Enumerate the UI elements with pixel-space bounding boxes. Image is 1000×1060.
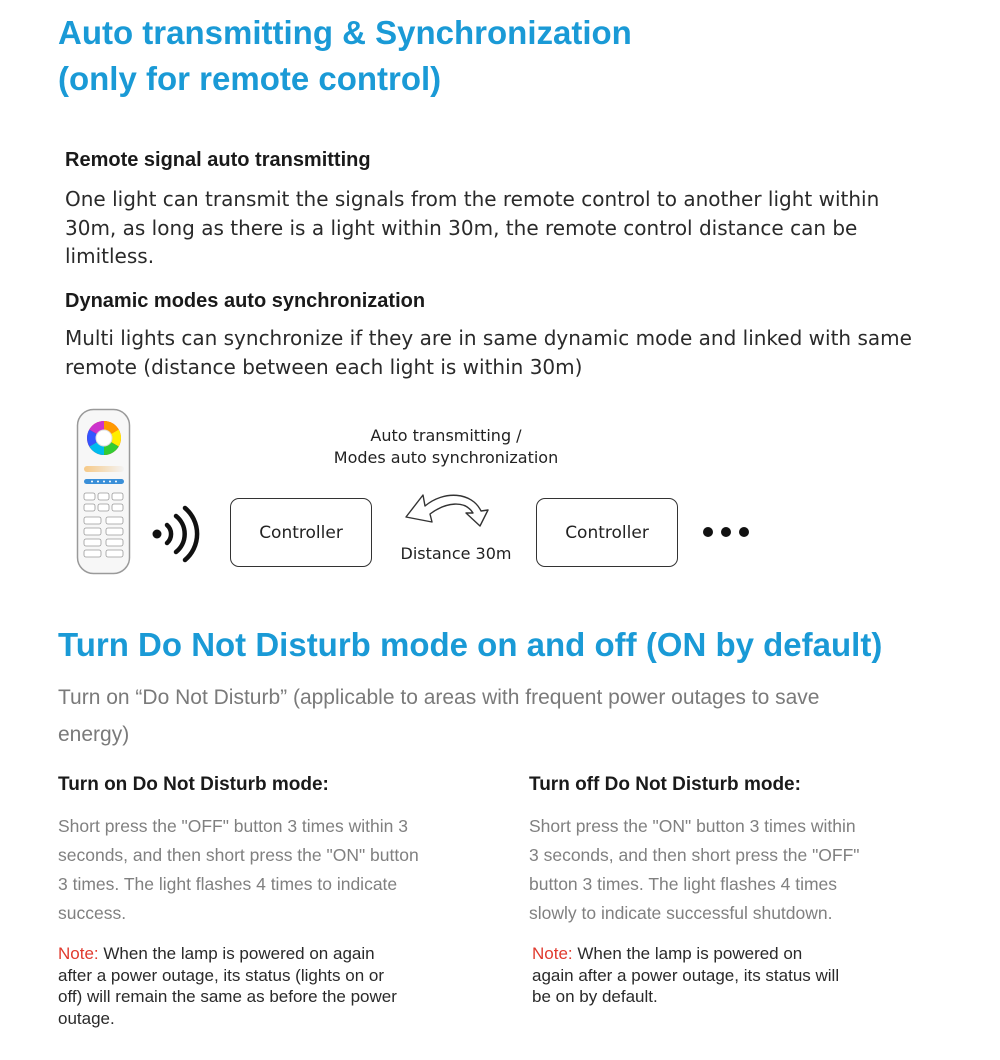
paragraph-line: One light can transmit the signals from the remote control to another light within bbox=[65, 187, 880, 211]
caption-line-1: Auto transmitting / bbox=[370, 426, 522, 445]
curved-arrow-icon bbox=[400, 476, 500, 532]
controller-box-1 bbox=[230, 498, 372, 567]
subsection-title-remote-signal: Remote signal auto transmitting bbox=[65, 149, 371, 171]
do-not-disturb-intro bbox=[58, 679, 819, 753]
instruction-line: Short press the "ON" button 3 times within bbox=[529, 816, 856, 836]
turn-off-title: Turn off Do Not Disturb mode: bbox=[529, 774, 801, 795]
instruction-line: slowly to indicate successful shutdown. bbox=[529, 903, 833, 923]
subsection-body-dynamic-modes bbox=[65, 324, 912, 381]
instruction-line: button 3 times. The light flashes 4 times bbox=[529, 874, 838, 894]
title-line-2: (only for remote control) bbox=[58, 60, 442, 97]
diagram bbox=[0, 400, 1000, 590]
paragraph-line: Multi lights can synchronize if they are in same dynamic mode and linked with same bbox=[65, 326, 912, 350]
diagram-caption bbox=[296, 425, 596, 469]
controller-label: Controller bbox=[259, 522, 343, 543]
subsection-body-remote-signal bbox=[65, 185, 879, 271]
ellipsis-icon bbox=[700, 524, 752, 540]
instruction-line: success. bbox=[58, 903, 127, 923]
controller-label: Controller bbox=[565, 522, 649, 543]
note-line: When the lamp is powered on again bbox=[98, 944, 375, 963]
note-label: Note: bbox=[58, 944, 99, 963]
intro-line: Turn on “Do Not Disturb” (applicable to areas with frequent power outages to save bbox=[58, 686, 820, 709]
turn-on-title: Turn on Do Not Disturb mode: bbox=[58, 774, 329, 795]
section-title-do-not-disturb: Turn Do Not Disturb mode on and off (ON by default) bbox=[58, 626, 883, 663]
paragraph-line: remote (distance between each light is within 30m) bbox=[65, 354, 583, 379]
note-line: be on by default. bbox=[532, 987, 658, 1006]
paragraph-line: 30m, as long as there is a light within 30m, the remote control distance can be bbox=[65, 215, 858, 240]
title-line-1: Auto transmitting & Synchronization bbox=[58, 14, 632, 51]
note-line: again after a power outage, its status will bbox=[532, 965, 840, 985]
remote-control-icon bbox=[76, 408, 132, 576]
turn-on-note bbox=[58, 943, 488, 1029]
wireless-signal-icon bbox=[150, 504, 206, 564]
turn-off-instructions bbox=[529, 812, 959, 928]
distance-label: Distance 30m bbox=[400, 544, 512, 563]
note-line: after a power outage, its status (lights on or bbox=[58, 965, 385, 985]
note-line: outage. bbox=[58, 1008, 115, 1028]
note-label: Note: bbox=[532, 944, 573, 963]
turn-on-column bbox=[58, 774, 488, 1029]
instruction-line: 3 seconds, and then short press the "OFF" bbox=[529, 845, 860, 865]
caption-line-2: Modes auto synchronization bbox=[333, 448, 559, 467]
note-line: off) will remain the same as before the power bbox=[58, 987, 397, 1006]
note-line: When the lamp is powered on bbox=[572, 944, 803, 963]
section-title-auto-transmitting bbox=[58, 10, 632, 102]
subsection-title-dynamic-modes: Dynamic modes auto synchronization bbox=[65, 290, 426, 312]
intro-line: energy) bbox=[58, 723, 130, 746]
instruction-line: Short press the "OFF" button 3 times within 3 bbox=[58, 816, 408, 836]
instruction-line: 3 times. The light flashes 4 times to indicate bbox=[58, 874, 398, 894]
paragraph-line: limitless. bbox=[65, 244, 155, 268]
controller-box-2 bbox=[536, 498, 678, 567]
turn-off-column bbox=[529, 774, 959, 1008]
instruction-line: seconds, and then short press the "ON" button bbox=[58, 845, 419, 865]
turn-off-note bbox=[532, 943, 959, 1008]
turn-on-instructions bbox=[58, 812, 488, 928]
